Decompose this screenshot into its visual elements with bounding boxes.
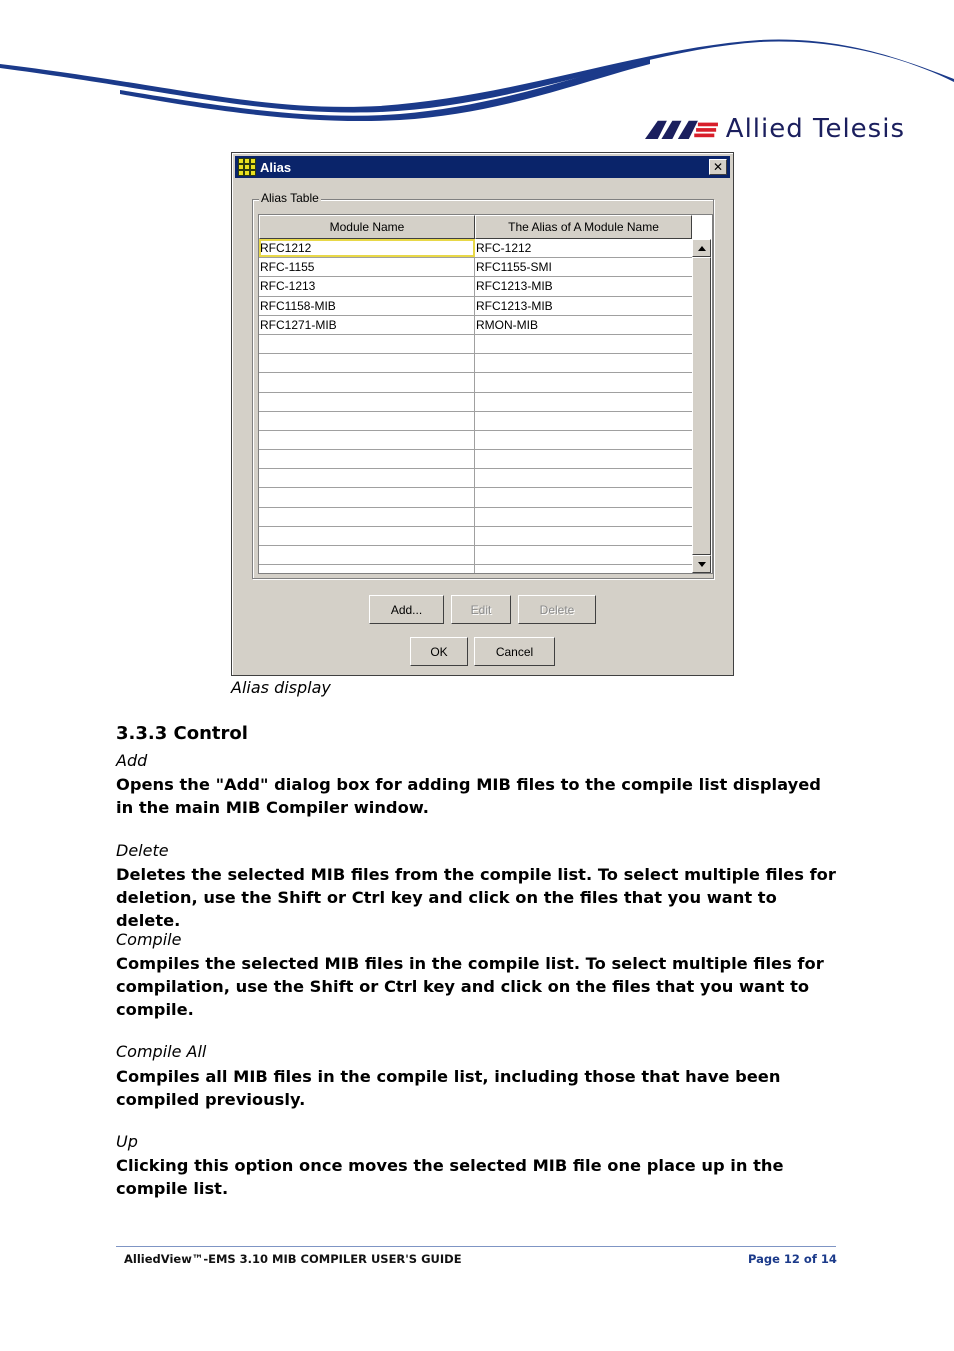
dialog-titlebar[interactable]: [235, 156, 730, 178]
table-row[interactable]: [259, 469, 692, 488]
alias-table: [258, 214, 713, 574]
delete-button[interactable]: Delete: [518, 595, 596, 624]
alias-cell[interactable]: RFC1213-MIB: [476, 279, 553, 294]
close-button[interactable]: [709, 159, 727, 175]
table-row[interactable]: [259, 258, 692, 277]
arrow-up-icon: [698, 246, 706, 251]
column-header-module-name[interactable]: Module Name: [259, 215, 475, 239]
table-row[interactable]: [259, 508, 692, 527]
table-row[interactable]: [259, 488, 692, 507]
alias-cell[interactable]: [475, 508, 692, 526]
scroll-down-button[interactable]: [692, 555, 711, 573]
item-title-compile-all: Compile All: [116, 1042, 207, 1061]
add-button[interactable]: Add...: [369, 595, 444, 624]
alias-cell[interactable]: [475, 373, 692, 391]
scroll-up-button[interactable]: [692, 239, 711, 257]
table-row[interactable]: [259, 450, 692, 469]
table-row[interactable]: [259, 335, 692, 354]
allied-telesis-logo: [645, 112, 905, 146]
table-row[interactable]: [259, 316, 692, 335]
footer-page-number: Page 12 of 14: [748, 1252, 837, 1266]
table-row[interactable]: [259, 565, 692, 574]
alias-cell[interactable]: RMON-MIB: [476, 317, 538, 332]
logo-mark-icon: [645, 116, 720, 142]
item-title-delete: Delete: [116, 841, 169, 860]
section-heading: 3.3.3 Control: [116, 723, 248, 744]
table-row[interactable]: [259, 527, 692, 546]
alias-cell[interactable]: [475, 431, 692, 449]
group-label: Alias Table: [261, 191, 319, 205]
table-header: [259, 215, 713, 239]
alias-cell[interactable]: RFC-1212: [476, 241, 532, 255]
close-icon: ✕: [712, 160, 724, 174]
arrow-down-icon: [698, 562, 706, 567]
table-row[interactable]: [259, 431, 692, 450]
table-row[interactable]: [259, 373, 692, 392]
item-body-add: Opens the "Add" dialog box for adding MIB files to the compile list displayed in the main MIB Compiler window.: [116, 775, 821, 817]
alias-table-group: [252, 191, 714, 579]
item-body-delete: Deletes the selected MIB files from the compile list. To select multiple files for deletion, use the Shift or Ctrl key and click on the files that you want to delete.: [116, 865, 836, 930]
module-name-cell[interactable]: [259, 565, 475, 574]
module-name-cell[interactable]: [259, 354, 475, 372]
item-title-compile: Compile: [116, 930, 182, 949]
table-row[interactable]: [259, 546, 692, 565]
table-row[interactable]: [259, 412, 692, 431]
table-row[interactable]: [259, 354, 692, 373]
alias-cell[interactable]: [475, 450, 692, 468]
scroll-thumb[interactable]: [692, 257, 711, 555]
module-name-cell[interactable]: [259, 335, 475, 353]
table-body: [259, 239, 692, 574]
item-title-add: Add: [116, 751, 148, 770]
module-name-cell[interactable]: RFC1271-MIB: [259, 316, 475, 334]
table-row[interactable]: [259, 277, 692, 296]
item-body-compile-all: Compiles all MIB files in the compile list, including those that have been compiled previously.: [116, 1067, 781, 1109]
table-row[interactable]: [259, 393, 692, 412]
table-row[interactable]: [259, 239, 692, 258]
item-body-compile: Compiles the selected MIB files in the compile list. To select multiple files for compilation, use the Shift or Ctrl key and click on the files that you want to compile.: [116, 954, 824, 1019]
module-name-cell[interactable]: RFC1212: [259, 239, 475, 257]
module-name-cell[interactable]: [259, 412, 475, 430]
alias-cell[interactable]: [475, 469, 692, 487]
alias-cell[interactable]: RFC1155-SMI: [476, 260, 552, 275]
module-name-cell[interactable]: [259, 450, 475, 468]
module-name-cell[interactable]: [259, 546, 475, 564]
alias-cell[interactable]: [475, 412, 692, 430]
footer-divider: [116, 1246, 836, 1247]
alias-cell[interactable]: [475, 488, 692, 506]
footer-guide-title: AlliedView™-EMS 3.10 MIB COMPILER USER'S GUIDE: [124, 1252, 462, 1266]
figure-caption: Alias display: [231, 678, 331, 697]
item-title-up: Up: [116, 1132, 138, 1151]
module-name-cell[interactable]: [259, 373, 475, 391]
grid-app-icon: [238, 158, 256, 176]
cancel-button[interactable]: Cancel: [474, 637, 555, 666]
alias-cell[interactable]: [475, 565, 692, 574]
module-name-cell[interactable]: [259, 469, 475, 487]
alias-cell[interactable]: [475, 546, 692, 564]
ok-button[interactable]: OK: [410, 637, 468, 666]
module-name-cell[interactable]: [259, 431, 475, 449]
dialog-title: Alias: [260, 159, 292, 175]
module-name-cell[interactable]: [259, 393, 475, 411]
column-header-alias[interactable]: The Alias of A Module Name: [475, 215, 692, 239]
module-name-cell[interactable]: [259, 488, 475, 506]
module-name-cell[interactable]: [259, 508, 475, 526]
table-row[interactable]: [259, 297, 692, 316]
edit-button[interactable]: Edit: [451, 595, 511, 624]
alias-dialog: [231, 152, 734, 676]
alias-cell[interactable]: [475, 354, 692, 372]
module-name-cell[interactable]: RFC-1213: [259, 277, 475, 295]
module-name-cell[interactable]: [259, 527, 475, 545]
alias-cell[interactable]: [475, 335, 692, 353]
item-body-up: Clicking this option once moves the selected MIB file one place up in the compile list.: [116, 1156, 784, 1198]
alias-cell[interactable]: RFC1213-MIB: [476, 298, 553, 313]
alias-cell[interactable]: [475, 393, 692, 411]
alias-cell[interactable]: [475, 527, 692, 545]
logo-text: Allied Telesis: [725, 114, 905, 144]
module-name-cell[interactable]: RFC-1155: [259, 258, 475, 276]
module-name-cell[interactable]: RFC1158-MIB: [259, 297, 475, 315]
vertical-scrollbar[interactable]: [692, 239, 711, 573]
